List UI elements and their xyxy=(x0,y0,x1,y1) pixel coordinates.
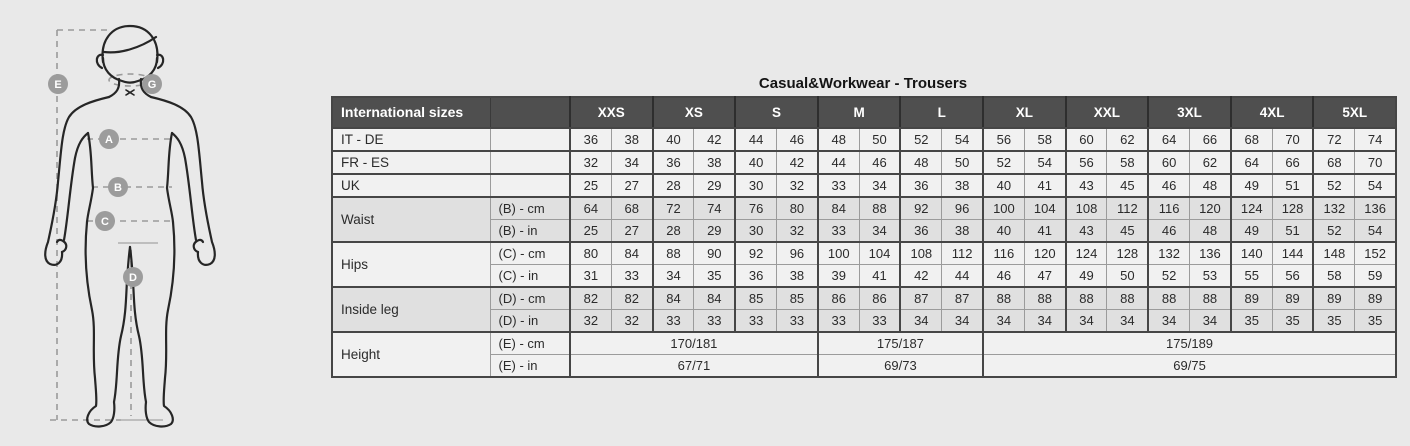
data-cell: 92 xyxy=(900,197,941,220)
data-cell: 48 xyxy=(900,151,941,174)
data-cell: 76 xyxy=(735,197,776,220)
data-cell: 33 xyxy=(694,310,735,333)
table-row xyxy=(332,174,1396,197)
data-cell: 36 xyxy=(900,220,941,243)
table-row xyxy=(332,265,1396,288)
svg-text:A: A xyxy=(105,133,113,146)
data-cell: 32 xyxy=(777,220,818,243)
data-cell: 36 xyxy=(735,265,776,288)
data-cell: 38 xyxy=(611,128,652,151)
data-cell: 50 xyxy=(859,128,900,151)
row-sublabel: (D) - in xyxy=(490,310,570,333)
data-cell: 35 xyxy=(1355,310,1396,333)
svg-text:C: C xyxy=(101,215,109,228)
data-cell: 82 xyxy=(611,287,652,310)
data-cell: 112 xyxy=(1107,197,1148,220)
data-cell: 46 xyxy=(859,151,900,174)
data-cell: 124 xyxy=(1066,242,1107,265)
data-cell: 58 xyxy=(1024,128,1065,151)
data-cell: 88 xyxy=(1148,287,1189,310)
data-cell: 54 xyxy=(1355,220,1396,243)
row-label: Waist xyxy=(332,197,490,242)
header-empty-cell xyxy=(490,97,570,128)
header-size-4xl: 4XL xyxy=(1231,97,1314,128)
row-sublabel xyxy=(490,128,570,151)
row-label: Height xyxy=(332,332,490,377)
data-cell: 116 xyxy=(1148,197,1189,220)
row-sublabel xyxy=(490,151,570,174)
table-row xyxy=(332,197,1396,220)
row-sublabel: (B) - cm xyxy=(490,197,570,220)
data-cell: 72 xyxy=(653,197,694,220)
data-cell: 87 xyxy=(942,287,983,310)
table-row xyxy=(332,332,1396,355)
data-cell: 124 xyxy=(1231,197,1272,220)
data-cell: 68 xyxy=(611,197,652,220)
data-cell: 52 xyxy=(1313,220,1354,243)
data-cell: 32 xyxy=(611,310,652,333)
size-table xyxy=(331,96,1397,378)
data-cell: 82 xyxy=(570,287,611,310)
data-cell: 40 xyxy=(983,220,1024,243)
data-cell: 88 xyxy=(1066,287,1107,310)
right-thumb xyxy=(194,240,203,252)
data-cell: 50 xyxy=(1107,265,1148,288)
size-table-header xyxy=(332,97,1396,128)
data-cell: 34 xyxy=(983,310,1024,333)
data-cell: 84 xyxy=(653,287,694,310)
data-cell: 34 xyxy=(942,310,983,333)
data-cell: 88 xyxy=(653,242,694,265)
data-cell: 38 xyxy=(942,174,983,197)
table-row xyxy=(332,151,1396,174)
data-cell: 88 xyxy=(1107,287,1148,310)
data-cell: 33 xyxy=(859,310,900,333)
data-cell: 58 xyxy=(1313,265,1354,288)
data-cell: 49 xyxy=(1231,174,1272,197)
data-cell: 41 xyxy=(859,265,900,288)
data-cell: 170/181 xyxy=(570,332,818,355)
data-cell: 34 xyxy=(900,310,941,333)
data-cell: 89 xyxy=(1272,287,1313,310)
row-label: Hips xyxy=(332,242,490,287)
measure-markers xyxy=(48,74,162,287)
data-cell: 35 xyxy=(694,265,735,288)
data-cell: 58 xyxy=(1107,151,1148,174)
data-cell: 68 xyxy=(1231,128,1272,151)
data-cell: 100 xyxy=(818,242,859,265)
data-cell: 53 xyxy=(1190,265,1231,288)
data-cell: 104 xyxy=(1024,197,1065,220)
marker-e xyxy=(48,74,68,94)
data-cell: 66 xyxy=(1190,128,1231,151)
data-cell: 34 xyxy=(1107,310,1148,333)
header-size-3xl: 3XL xyxy=(1148,97,1231,128)
data-cell: 90 xyxy=(694,242,735,265)
data-cell: 80 xyxy=(570,242,611,265)
data-cell: 51 xyxy=(1272,220,1313,243)
data-cell: 52 xyxy=(983,151,1024,174)
data-cell: 31 xyxy=(570,265,611,288)
marker-d xyxy=(123,267,143,287)
data-cell: 54 xyxy=(942,128,983,151)
header-size-xl: XL xyxy=(983,97,1066,128)
data-cell: 35 xyxy=(1313,310,1354,333)
data-cell: 96 xyxy=(942,197,983,220)
data-cell: 88 xyxy=(983,287,1024,310)
data-cell: 128 xyxy=(1272,197,1313,220)
data-cell: 66 xyxy=(1272,151,1313,174)
data-cell: 88 xyxy=(1024,287,1065,310)
data-cell: 80 xyxy=(777,197,818,220)
data-cell: 64 xyxy=(1231,151,1272,174)
data-cell: 104 xyxy=(859,242,900,265)
data-cell: 120 xyxy=(1190,197,1231,220)
data-cell: 74 xyxy=(694,197,735,220)
marker-b xyxy=(108,177,128,197)
data-cell: 132 xyxy=(1148,242,1189,265)
data-cell: 46 xyxy=(777,128,818,151)
row-sublabel xyxy=(490,174,570,197)
data-cell: 34 xyxy=(1066,310,1107,333)
data-cell: 72 xyxy=(1313,128,1354,151)
row-sublabel: (B) - in xyxy=(490,220,570,243)
data-cell: 144 xyxy=(1272,242,1313,265)
data-cell: 175/187 xyxy=(818,332,983,355)
row-label: UK xyxy=(332,174,490,197)
data-cell: 43 xyxy=(1066,220,1107,243)
data-cell: 50 xyxy=(942,151,983,174)
data-cell: 39 xyxy=(818,265,859,288)
data-cell: 70 xyxy=(1272,128,1313,151)
svg-text:B: B xyxy=(114,181,122,194)
data-cell: 132 xyxy=(1313,197,1354,220)
data-cell: 44 xyxy=(735,128,776,151)
data-cell: 86 xyxy=(859,287,900,310)
data-cell: 136 xyxy=(1355,197,1396,220)
data-cell: 55 xyxy=(1231,265,1272,288)
data-cell: 32 xyxy=(570,151,611,174)
data-cell: 60 xyxy=(1066,128,1107,151)
hair-line xyxy=(104,37,156,52)
data-cell: 56 xyxy=(983,128,1024,151)
data-cell: 175/189 xyxy=(983,332,1396,355)
data-cell: 60 xyxy=(1148,151,1189,174)
header-size-xs: XS xyxy=(653,97,736,128)
data-cell: 148 xyxy=(1313,242,1354,265)
row-sublabel: (C) - cm xyxy=(490,242,570,265)
header-size-s: S xyxy=(735,97,818,128)
data-cell: 92 xyxy=(735,242,776,265)
data-cell: 68 xyxy=(1313,151,1354,174)
size-chart xyxy=(331,74,1395,378)
data-cell: 96 xyxy=(777,242,818,265)
data-cell: 108 xyxy=(900,242,941,265)
data-cell: 28 xyxy=(653,174,694,197)
row-label: Inside leg xyxy=(332,287,490,332)
data-cell: 36 xyxy=(900,174,941,197)
data-cell: 89 xyxy=(1355,287,1396,310)
collar-mark xyxy=(126,90,134,95)
data-cell: 86 xyxy=(818,287,859,310)
data-cell: 28 xyxy=(653,220,694,243)
data-cell: 42 xyxy=(900,265,941,288)
data-cell: 34 xyxy=(653,265,694,288)
data-cell: 84 xyxy=(694,287,735,310)
table-row xyxy=(332,287,1396,310)
data-cell: 85 xyxy=(735,287,776,310)
data-cell: 46 xyxy=(1148,174,1189,197)
data-cell: 42 xyxy=(777,151,818,174)
data-cell: 33 xyxy=(818,174,859,197)
data-cell: 44 xyxy=(942,265,983,288)
data-cell: 33 xyxy=(818,310,859,333)
table-row xyxy=(332,310,1396,333)
data-cell: 52 xyxy=(1148,265,1189,288)
data-cell: 89 xyxy=(1231,287,1272,310)
data-cell: 40 xyxy=(653,128,694,151)
data-cell: 48 xyxy=(818,128,859,151)
data-cell: 36 xyxy=(653,151,694,174)
table-row xyxy=(332,242,1396,265)
data-cell: 34 xyxy=(611,151,652,174)
data-cell: 46 xyxy=(1148,220,1189,243)
data-cell: 64 xyxy=(570,197,611,220)
header-size-5xl: 5XL xyxy=(1313,97,1396,128)
marker-g xyxy=(142,74,162,94)
data-cell: 34 xyxy=(859,220,900,243)
data-cell: 52 xyxy=(1313,174,1354,197)
data-cell: 112 xyxy=(942,242,983,265)
data-cell: 85 xyxy=(777,287,818,310)
data-cell: 88 xyxy=(1190,287,1231,310)
data-cell: 152 xyxy=(1355,242,1396,265)
data-cell: 88 xyxy=(859,197,900,220)
data-cell: 33 xyxy=(611,265,652,288)
svg-text:D: D xyxy=(129,271,137,284)
data-cell: 100 xyxy=(983,197,1024,220)
data-cell: 74 xyxy=(1355,128,1396,151)
data-cell: 29 xyxy=(694,220,735,243)
header-size-xxs: XXS xyxy=(570,97,653,128)
chart-title: Casual&Workwear - Trousers xyxy=(758,75,968,92)
row-label: FR - ES xyxy=(332,151,490,174)
data-cell: 46 xyxy=(983,265,1024,288)
data-cell: 52 xyxy=(900,128,941,151)
body-measurement-diagram xyxy=(0,0,330,446)
data-cell: 34 xyxy=(859,174,900,197)
data-cell: 25 xyxy=(570,174,611,197)
data-cell: 41 xyxy=(1024,174,1065,197)
table-row xyxy=(332,355,1396,378)
data-cell: 59 xyxy=(1355,265,1396,288)
table-row xyxy=(332,220,1396,243)
header-size-l: L xyxy=(900,97,983,128)
row-sublabel: (E) - in xyxy=(490,355,570,378)
svg-text:G: G xyxy=(147,78,157,91)
marker-c xyxy=(95,211,115,231)
data-cell: 27 xyxy=(611,220,652,243)
data-cell: 27 xyxy=(611,174,652,197)
data-cell: 38 xyxy=(777,265,818,288)
data-cell: 43 xyxy=(1066,174,1107,197)
data-cell: 120 xyxy=(1024,242,1065,265)
data-cell: 54 xyxy=(1024,151,1065,174)
data-cell: 32 xyxy=(777,174,818,197)
data-cell: 89 xyxy=(1313,287,1354,310)
data-cell: 30 xyxy=(735,220,776,243)
data-cell: 34 xyxy=(1148,310,1189,333)
data-cell: 33 xyxy=(653,310,694,333)
data-cell: 56 xyxy=(1066,151,1107,174)
data-cell: 41 xyxy=(1024,220,1065,243)
row-sublabel: (E) - cm xyxy=(490,332,570,355)
data-cell: 45 xyxy=(1107,220,1148,243)
data-cell: 40 xyxy=(983,174,1024,197)
data-cell: 33 xyxy=(818,220,859,243)
data-cell: 116 xyxy=(983,242,1024,265)
data-cell: 108 xyxy=(1066,197,1107,220)
data-cell: 56 xyxy=(1272,265,1313,288)
size-table-body xyxy=(332,128,1396,377)
data-cell: 70 xyxy=(1355,151,1396,174)
data-cell: 62 xyxy=(1107,128,1148,151)
data-cell: 51 xyxy=(1272,174,1313,197)
row-sublabel: (D) - cm xyxy=(490,287,570,310)
data-cell: 35 xyxy=(1272,310,1313,333)
data-cell: 38 xyxy=(694,151,735,174)
data-cell: 67/71 xyxy=(570,355,818,378)
data-cell: 48 xyxy=(1190,174,1231,197)
data-cell: 49 xyxy=(1066,265,1107,288)
data-cell: 30 xyxy=(735,174,776,197)
row-label: IT - DE xyxy=(332,128,490,151)
data-cell: 35 xyxy=(1231,310,1272,333)
data-cell: 49 xyxy=(1231,220,1272,243)
data-cell: 25 xyxy=(570,220,611,243)
data-cell: 40 xyxy=(735,151,776,174)
data-cell: 54 xyxy=(1355,174,1396,197)
data-cell: 29 xyxy=(694,174,735,197)
data-cell: 34 xyxy=(1190,310,1231,333)
data-cell: 42 xyxy=(694,128,735,151)
data-cell: 38 xyxy=(942,220,983,243)
left-thumb xyxy=(57,240,66,252)
table-row xyxy=(332,128,1396,151)
data-cell: 34 xyxy=(1024,310,1065,333)
header-size-m: M xyxy=(818,97,901,128)
data-cell: 64 xyxy=(1148,128,1189,151)
data-cell: 84 xyxy=(818,197,859,220)
data-cell: 48 xyxy=(1190,220,1231,243)
marker-a xyxy=(99,129,119,149)
data-cell: 45 xyxy=(1107,174,1148,197)
data-cell: 33 xyxy=(735,310,776,333)
data-cell: 136 xyxy=(1190,242,1231,265)
data-cell: 140 xyxy=(1231,242,1272,265)
data-cell: 33 xyxy=(777,310,818,333)
data-cell: 69/73 xyxy=(818,355,983,378)
row-sublabel: (C) - in xyxy=(490,265,570,288)
header-international-sizes: International sizes xyxy=(332,97,490,128)
data-cell: 62 xyxy=(1190,151,1231,174)
data-cell: 87 xyxy=(900,287,941,310)
data-cell: 32 xyxy=(570,310,611,333)
data-cell: 69/75 xyxy=(983,355,1396,378)
data-cell: 36 xyxy=(570,128,611,151)
data-cell: 47 xyxy=(1024,265,1065,288)
header-size-xxl: XXL xyxy=(1066,97,1149,128)
data-cell: 84 xyxy=(611,242,652,265)
data-cell: 128 xyxy=(1107,242,1148,265)
svg-text:E: E xyxy=(54,78,62,91)
data-cell: 44 xyxy=(818,151,859,174)
